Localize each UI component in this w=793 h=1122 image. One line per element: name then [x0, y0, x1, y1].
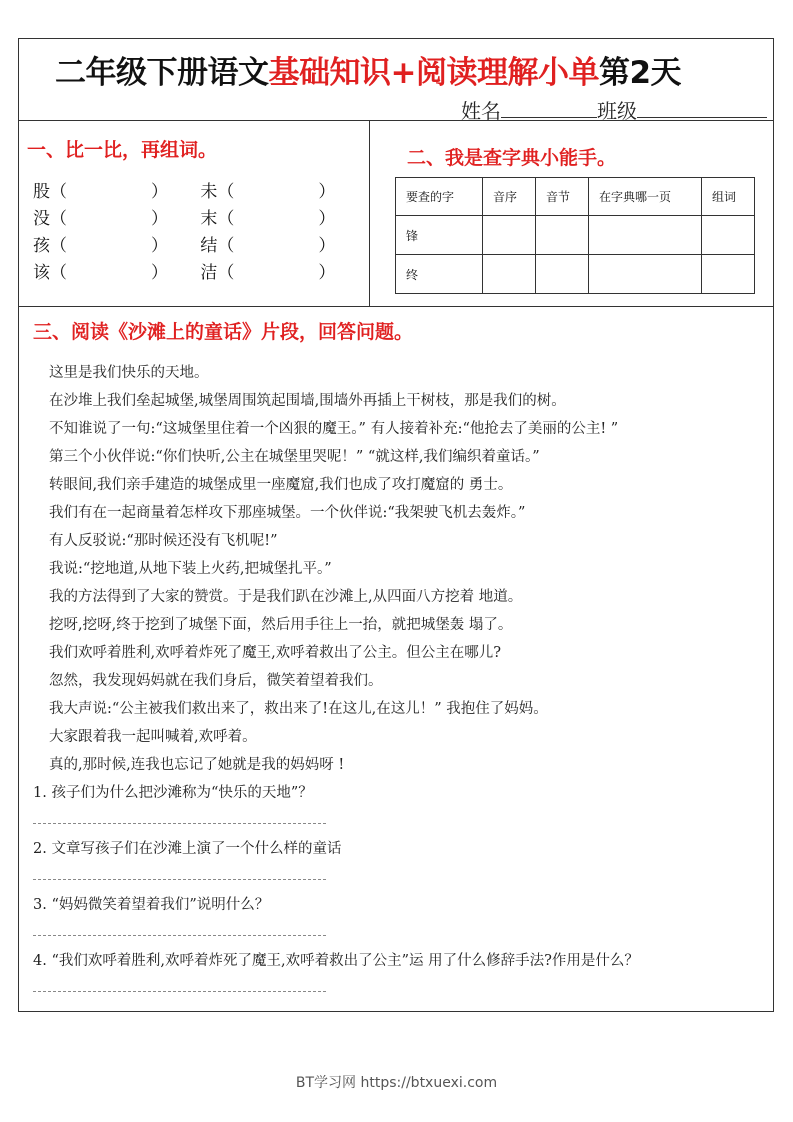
- title-part-1: 二年级下册语文: [55, 55, 269, 91]
- section1-heading: 一、比一比，再组词。: [27, 139, 218, 161]
- answer-cell[interactable]: [702, 255, 755, 294]
- column-header: 要查的字: [396, 178, 483, 216]
- vertical-divider: [369, 121, 370, 306]
- compare-left: 该（: [33, 263, 67, 283]
- class-label: 班级: [597, 99, 637, 123]
- answer-cell[interactable]: [536, 255, 589, 294]
- passage-line: 我大声说:“公主被我们救出来了，救出来了!在这儿,在这儿！” 我抱住了妈妈。: [49, 701, 548, 717]
- answer-cell[interactable]: [483, 255, 536, 294]
- compare-left-close: ）: [151, 263, 168, 283]
- table-header-row: [396, 178, 755, 216]
- answer-line[interactable]: [33, 991, 326, 992]
- question-4: 4. “我们欢呼着胜利,欢呼着炸死了魔王,欢呼着救出了公主”运 用了什么修辞手法?作用是什么？: [33, 953, 639, 969]
- compare-left: 没（: [33, 209, 67, 229]
- passage-line: 挖呀,挖呀,终于挖到了城堡下面，然后用手往上一抬，就把城堡轰 塌了。: [49, 617, 513, 633]
- exercise-row: [19, 121, 773, 307]
- section3-heading: 三、阅读《沙滩上的童话》片段，回答问题。: [33, 321, 414, 343]
- compare-right: 结（: [200, 236, 235, 256]
- section2-heading: 二、我是查字典小能手。: [407, 147, 617, 169]
- lookup-char: 锋: [396, 216, 483, 255]
- name-label: 姓名: [461, 99, 501, 123]
- name-class-line: [461, 95, 767, 124]
- compare-right-close: ）: [318, 236, 336, 256]
- compare-row: [33, 231, 362, 258]
- class-blank[interactable]: [637, 99, 767, 118]
- passage-line: 有人反驳说:“那时候还没有飞机呢!”: [49, 533, 278, 549]
- compare-left: 孩（: [33, 236, 67, 256]
- passage-line: 真的,那时候,连我也忘记了她就是我的妈妈呀 !: [49, 757, 345, 773]
- column-header: 组词: [702, 178, 755, 216]
- compare-left-close: ）: [151, 236, 168, 256]
- passage-line: 我们有在一起商量着怎样攻下那座城堡。一个伙伴说:“我架驶飞机去轰炸。”: [49, 505, 526, 521]
- passage-line: 不知谁说了一句:“这城堡里住着一个凶狠的魔王。” 有人接着补充:“他抢去了美丽的公主! ”: [49, 421, 619, 437]
- lookup-char: 终: [396, 255, 483, 294]
- question-1: 1. 孩子们为什么把沙滩称为“快乐的天地”？: [33, 785, 313, 801]
- answer-line[interactable]: [33, 935, 326, 936]
- compare-right: 末（: [200, 209, 235, 229]
- column-header: 在字典哪一页: [589, 178, 702, 216]
- answer-cell[interactable]: [483, 216, 536, 255]
- compare-left-close: ）: [151, 209, 168, 229]
- compare-right: 洁（: [200, 263, 235, 283]
- passage-line: 我们欢呼着胜利,欢呼着炸死了魔王,欢呼着救出了公主。但公主在哪儿?: [49, 645, 501, 661]
- compare-right-close: ）: [318, 263, 336, 283]
- passage-line: 大家跟着我一起叫喊着,欢呼着。: [49, 729, 257, 745]
- compare-words-grid: [33, 177, 362, 285]
- worksheet: [18, 38, 774, 1012]
- compare-row: [33, 177, 362, 204]
- question-2: 2. 文章写孩子们在沙滩上演了一个什么样的童话: [33, 841, 342, 857]
- answer-line[interactable]: [33, 879, 326, 880]
- question-3: 3. “妈妈微笑着望着我们”说明什么？: [33, 897, 270, 913]
- compare-right-close: ）: [318, 209, 336, 229]
- compare-left: 股（: [33, 182, 67, 202]
- compare-right: 未（: [200, 182, 235, 202]
- answer-cell[interactable]: [589, 216, 702, 255]
- page-title: [55, 47, 681, 92]
- title-row: [19, 39, 773, 121]
- table-row: [396, 255, 755, 294]
- passage-line: 这里是我们快乐的天地。: [49, 365, 209, 381]
- passage-line: 在沙堆上我们垒起城堡,城堡周围筑起围墙,围墙外再插上干树枝，那是我们的树。: [49, 393, 566, 409]
- passage-line: 我说:“挖地道,从地下装上火药,把城堡扎平。”: [49, 561, 332, 577]
- answer-line[interactable]: [33, 823, 326, 824]
- passage-line: 忽然，我发现妈妈就在我们身后，微笑着望着我们。: [49, 673, 383, 689]
- name-blank[interactable]: [501, 99, 597, 118]
- title-part-2: 基础知识+阅读理解小单: [268, 55, 599, 91]
- passage-line: 我的方法得到了大家的赞赏。于是我们趴在沙滩上,从四面八方挖着 地道。: [49, 589, 523, 605]
- answer-cell[interactable]: [702, 216, 755, 255]
- compare-row: [33, 258, 362, 285]
- compare-left-close: ）: [151, 182, 168, 202]
- passage-line: 转眼间,我们亲手建造的城堡成里一座魔窟,我们也成了攻打魔窟的 勇士。: [49, 477, 513, 493]
- compare-row: [33, 204, 362, 231]
- answer-cell[interactable]: [536, 216, 589, 255]
- column-header: 音节: [536, 178, 589, 216]
- title-part-3: 第2天: [598, 55, 682, 91]
- passage-line: 第三个小伙伴说:“你们快听,公主在城堡里哭呢！” “就这样,我们编织着童话。”: [49, 449, 540, 465]
- column-header: 音序: [483, 178, 536, 216]
- dictionary-table: [395, 177, 755, 294]
- compare-right-close: ）: [318, 182, 336, 202]
- footer-source: BT学习网 https://btxuexi.com: [295, 1075, 498, 1091]
- table-row: [396, 216, 755, 255]
- answer-cell[interactable]: [589, 255, 702, 294]
